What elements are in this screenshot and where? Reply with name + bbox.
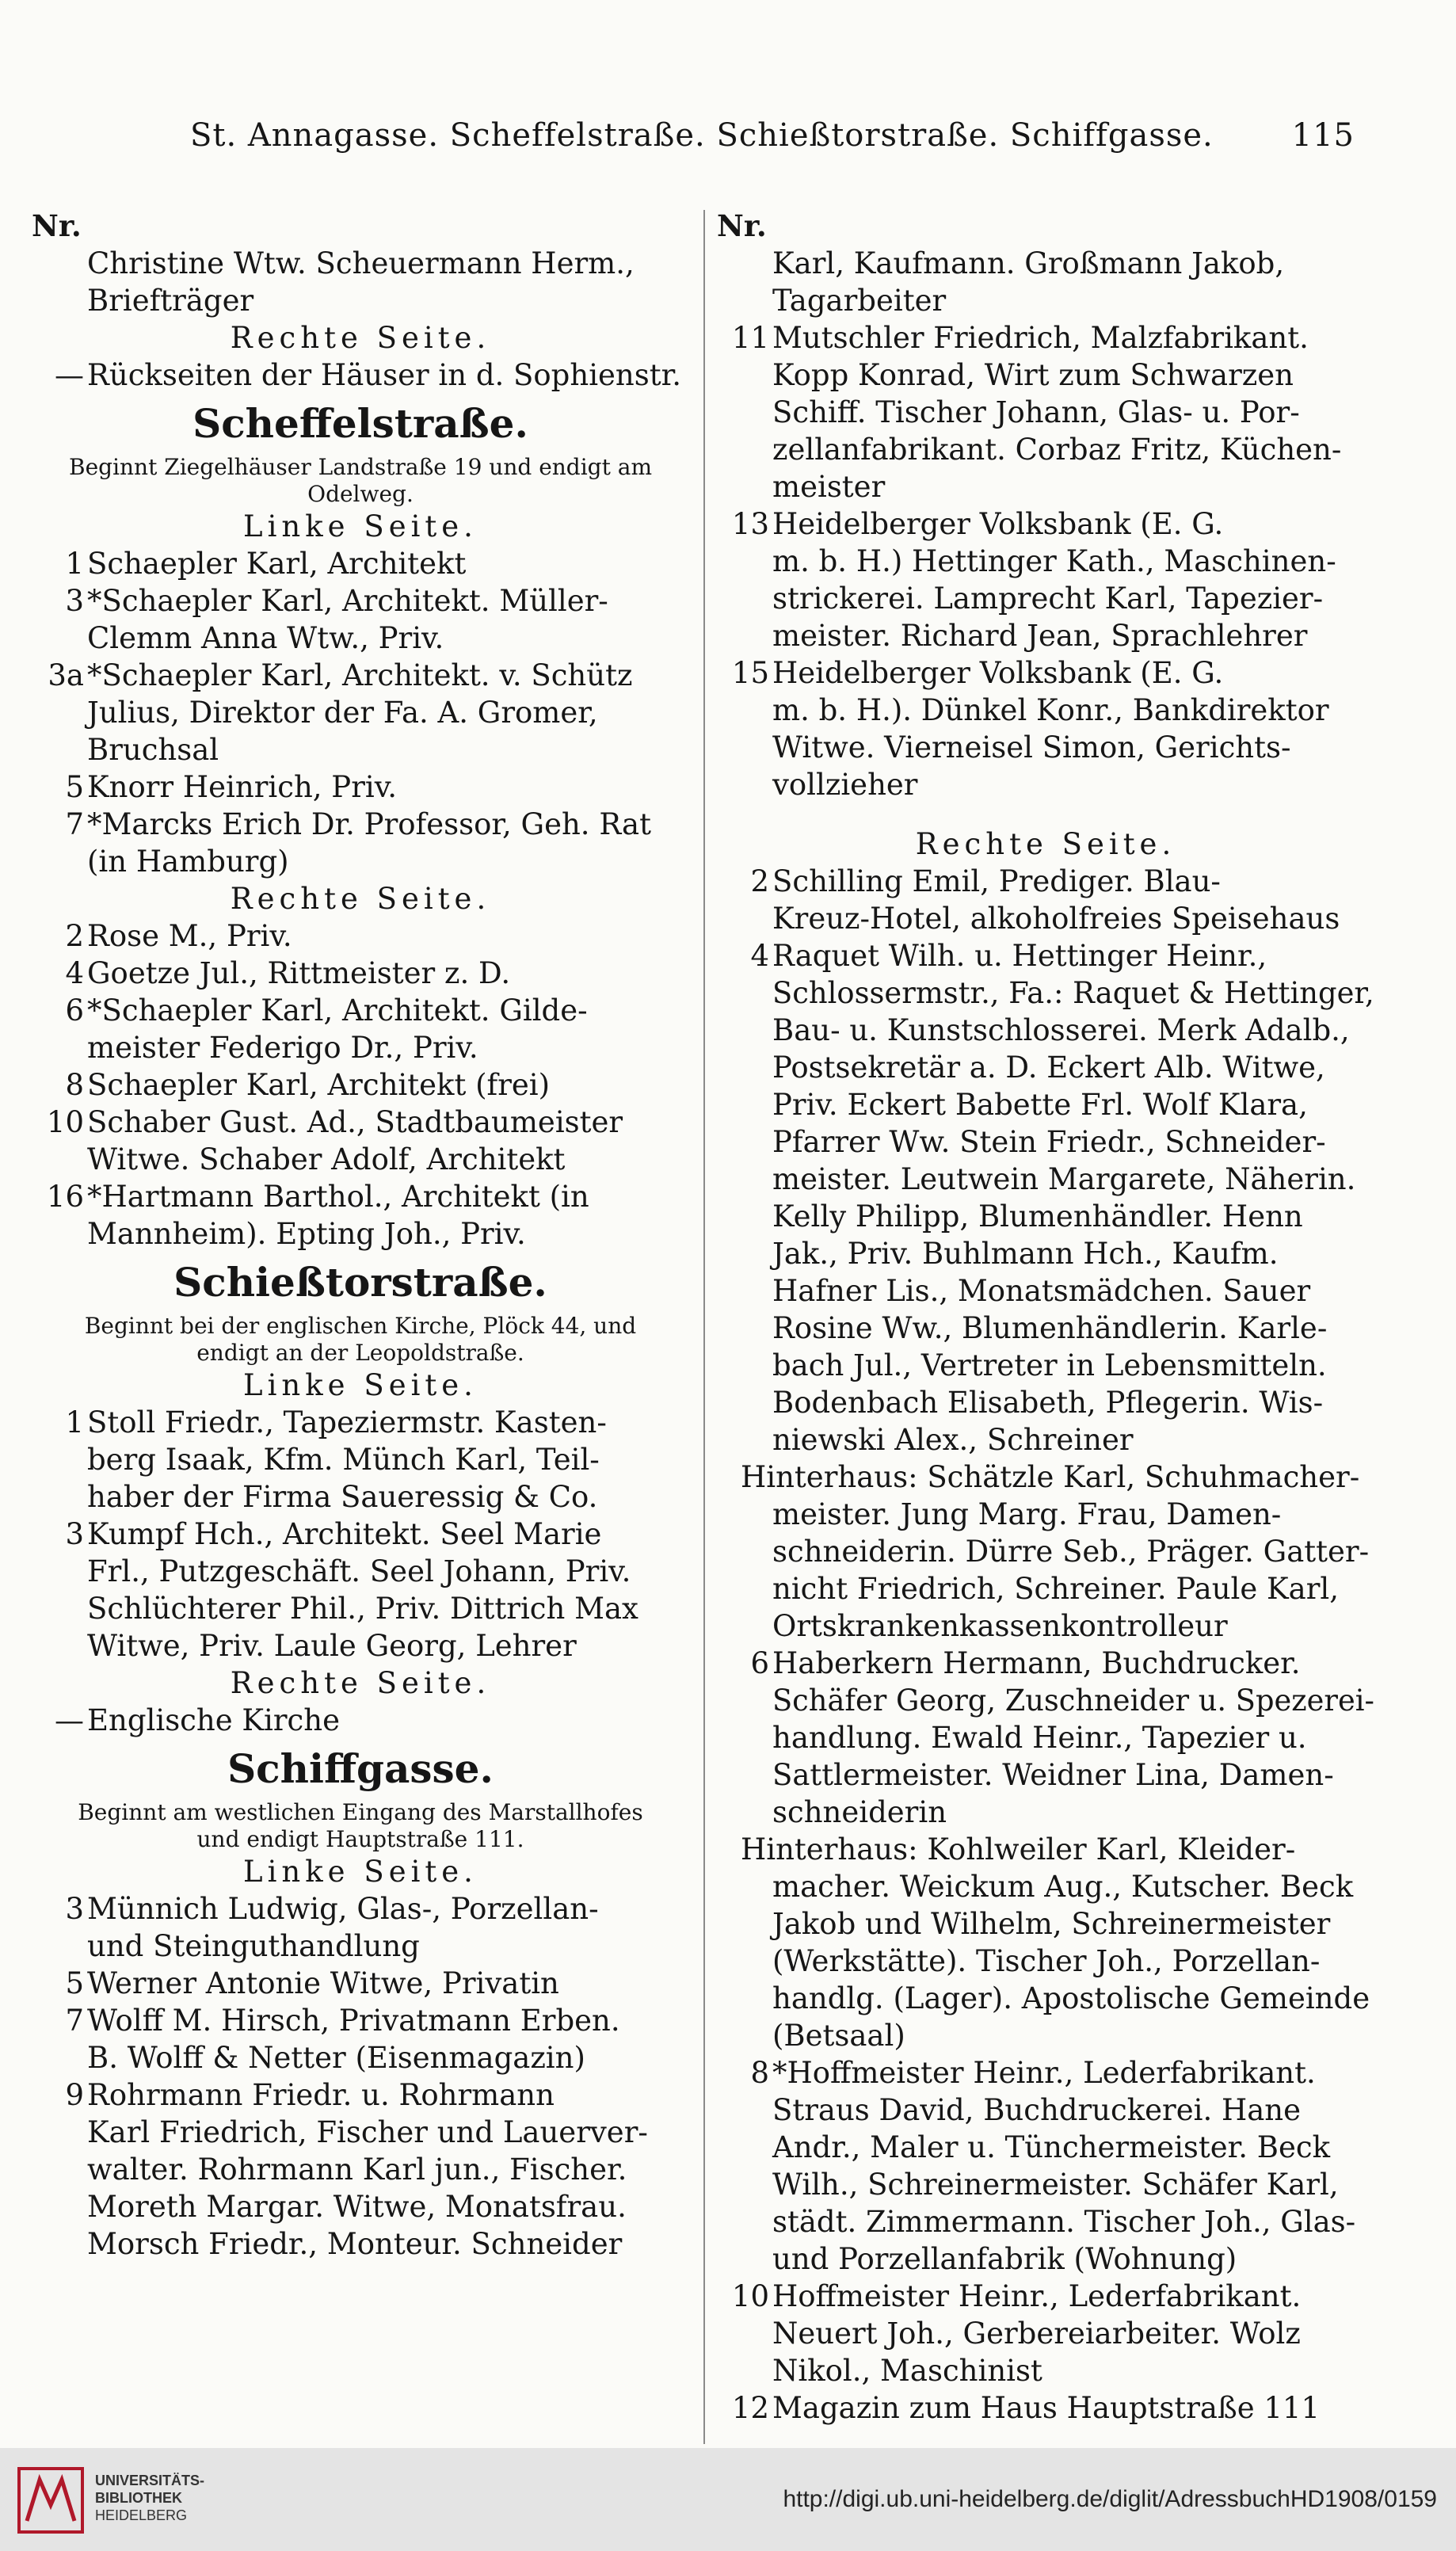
house-number: 1 [65,1405,84,1439]
continuation-line: meister. Jung Marg. Frau, Damen- [772,1497,1282,1531]
street-side-heading: Linke Seite. [243,509,478,543]
continuation-line: Jak., Priv. Buhlmann Hch., Kaufm. [772,1237,1279,1271]
description-line: Beginnt Ziegelhäuser Landstraße 19 und endigt am [69,454,652,480]
house-number: 10 [46,1105,84,1139]
description-line: Beginnt am westlichen Eingang des Marstallhofes [78,1799,643,1825]
house-entry [717,319,1374,357]
continuation-line: schneiderin [772,1795,947,1829]
continuation-line: Frl., Putzgeschäft. Seel Johann, Priv. [87,1554,631,1588]
house-number: 8 [750,2056,769,2090]
house-entry [32,2076,689,2114]
street-side-heading: Rechte Seite. [230,1666,491,1700]
continuation-line: und Steinguthandlung [87,1929,420,1963]
continuation-line: haber der Firma Saueressig & Co. [87,1480,598,1514]
continuation-line: Briefträger [87,284,254,318]
house-number: 3 [65,1892,84,1926]
continuation-line: Rosine Ww., Blumenhändlerin. Karle- [772,1311,1328,1345]
house-entry [717,2389,1374,2427]
resident-text: Mutschler Friedrich, Malzfabrikant. [772,321,1309,355]
house-entry [32,1178,689,1215]
resident-text: Heidelberger Volksbank (E. G. [772,656,1224,690]
continuation-line: Julius, Direktor der Fa. A. Gromer, [87,696,598,730]
street-side-heading: Linke Seite. [243,1368,478,1402]
continuation-line: Bau- u. Kunstschlosserei. Merk Adalb., [772,1013,1350,1047]
continuation-line: städt. Zimmermann. Tischer Joh., Glas- [772,2205,1356,2239]
continuation-line: und Porzellanfabrik (Wohnung) [772,2242,1237,2276]
resident-text: Goetze Jul., Rittmeister z. D. [87,956,511,990]
resident-text: Stoll Friedr., Tapeziermstr. Kasten- [87,1405,607,1439]
house-entry [32,2002,689,2039]
house-number: 7 [65,807,84,841]
rear-building-line: Hinterhaus: Schätzle Karl, Schuhmacher- [741,1460,1360,1494]
resident-text: Werner Antonie Witwe, Privatin [87,1966,559,2000]
street-side-heading: Rechte Seite. [230,882,491,916]
house-entry [32,1702,689,1739]
resident-text: Wolff M. Hirsch, Privatmann Erben. [87,2004,620,2038]
university-seal-icon [16,2465,86,2535]
house-entry [32,917,689,955]
house-number: 5 [65,1966,84,2000]
continuation-line: Karl, Kaufmann. Großmann Jakob, [772,246,1285,280]
continuation-line: Morsch Friedr., Monteur. Schneider [87,2227,623,2261]
continuation-line: Wilh., Schreinermeister. Schäfer Karl, [772,2168,1339,2202]
continuation-line: meister. Leutwein Margarete, Näherin. [772,1162,1356,1196]
continuation-line: Neuert Joh., Gerbereiarbeiter. Wolz [772,2316,1301,2351]
street-description [32,1313,689,1367]
continuation-line: (Betsaal) [772,2019,905,2053]
continuation-line: Kreuz-Hotel, alkoholfreies Speisehaus [772,902,1340,936]
continuation-line: meister Federigo Dr., Priv. [87,1031,478,1065]
continuation-line: nicht Friedrich, Schreiner. Paule Karl, [772,1572,1339,1606]
continuation-line: walter. Rohrmann Karl jun., Fischer. [87,2153,627,2187]
house-number: 8 [65,1068,84,1102]
description-line: und endigt Hauptstraße 111. [196,1826,524,1852]
house-entry [32,806,689,843]
resident-text: Rose M., Priv. [87,919,292,953]
street-heading: Schiffgasse. [227,1745,494,1792]
resident-text: Schaepler Karl, Architekt [87,547,467,581]
continuation-line: berg Isaak, Kfm. Münch Karl, Teil- [87,1443,600,1477]
resident-text: Haberkern Hermann, Buchdrucker. [772,1646,1301,1680]
continuation-line: Witwe. Schaber Adolf, Architekt [87,1142,566,1176]
house-number: 3 [65,584,84,618]
house-entry [717,2278,1374,2315]
continuation-line: meister. Richard Jean, Sprachlehrer [772,619,1308,653]
continuation-line: Bodenbach Elisabeth, Pflegerin. Wis- [772,1386,1324,1420]
house-entry [717,1645,1374,1682]
continuation-line: Andr., Maler u. Tünchermeister. Beck [772,2130,1331,2164]
house-number: 12 [731,2391,769,2425]
street-side-heading: Linke Seite. [243,1855,478,1889]
continuation-line: macher. Weickum Aug., Kutscher. Beck [772,1870,1354,1904]
continuation-line: zellanfabrikant. Corbaz Fritz, Küchen- [772,433,1342,467]
continuation-line: Schlossermstr., Fa.: Raquet & Hettinger, [772,976,1374,1010]
house-number: 1 [65,547,84,581]
resident-text: *Hartmann Barthol., Architekt (in [87,1180,589,1214]
continuation-line: Kelly Philipp, Blumenhändler. Henn [772,1199,1303,1234]
continuation-line: handlung. Ewald Heinr., Tapezier u. [772,1721,1307,1755]
column-divider [703,210,705,2444]
house-number: 15 [731,656,769,690]
street-heading: Schießtorstraße. [173,1259,547,1306]
resident-text: *Schaepler Karl, Architekt. Müller- [87,584,608,618]
continuation-line: Jakob und Wilhelm, Schreinermeister [772,1907,1331,1941]
house-number: — [55,358,84,392]
house-number: 13 [731,507,769,541]
house-entry [32,1516,689,1553]
continuation-line: bach Jul., Vertreter in Lebensmitteln. [772,1348,1327,1382]
house-entry [32,1965,689,2002]
resident-text: Heidelberger Volksbank (E. G. [772,507,1224,541]
street-heading: Scheffelstraße. [192,400,528,447]
continuation-line: Christine Wtw. Scheuermann Herm., [87,246,635,280]
resident-text: Rückseiten der Häuser in d. Sophienstr. [87,358,681,392]
house-number: 6 [65,993,84,1028]
house-entry [32,955,689,992]
running-title: St. Annagasse. Scheffelstraße. Schießtorstraße. Schiffgasse. [190,117,1214,154]
continuation-line: Mannheim). Epting Joh., Priv. [87,1217,526,1251]
continuation-line: vollzieher [772,768,918,802]
resident-text: Englische Kirche [87,1703,340,1737]
logo-line-3: HEIDELBERG [95,2507,188,2523]
resident-text: *Schaepler Karl, Architekt. Gilde- [87,993,588,1028]
street-side-heading: Rechte Seite. [230,321,491,355]
continuation-line: Tagarbeiter [772,284,947,318]
continuation-line: Bruchsal [87,733,219,767]
continuation-line: Clemm Anna Wtw., Priv. [87,621,444,655]
house-number: 2 [65,919,84,953]
continuation-line: m. b. H.) Hettinger Kath., Maschinen- [772,544,1336,578]
house-number: 5 [65,770,84,804]
resident-text: Magazin zum Haus Hauptstraße 111 [772,2391,1320,2425]
right-column [717,208,1374,2427]
house-number: 11 [731,321,769,355]
continuation-line: Hafner Lis., Monatsmädchen. Sauer [772,1274,1311,1308]
street-description [32,454,689,508]
house-number: 3 [65,1517,84,1551]
house-entry [32,1104,689,1141]
house-entry [32,992,689,1029]
viewer-footer [0,2448,1456,2551]
house-entry [32,357,689,394]
column-heading-nr: Nr. [32,208,82,243]
street-description [32,1799,689,1853]
description-line: Odelweg. [307,481,414,507]
page-number: 115 [1291,117,1355,154]
library-logo-text [95,2472,204,2524]
house-entry [717,505,1374,543]
house-entry [32,657,689,694]
logo-line-1: UNIVERSITÄTS- [95,2473,205,2488]
house-entry [32,1890,689,1928]
resident-text: *Schaepler Karl, Architekt. v. Schütz [87,658,633,692]
house-number: 3a [48,658,84,692]
column-heading-nr: Nr. [717,208,767,243]
continuation-line: B. Wolff & Netter (Eisenmagazin) [87,2041,585,2075]
continuation-line: Schlüchterer Phil., Priv. Dittrich Max [87,1592,638,1626]
continuation-line: m. b. H.). Dünkel Konr., Bankdirektor [772,693,1329,727]
continuation-line: Kopp Konrad, Wirt zum Schwarzen [772,358,1294,392]
continuation-line: Sattlermeister. Weidner Lina, Damen- [772,1758,1334,1792]
house-number: — [55,1703,84,1737]
rear-building-line: Hinterhaus: Kohlweiler Karl, Kleider- [741,1832,1296,1867]
house-entry [717,654,1374,692]
continuation-line: Moreth Margar. Witwe, Monatsfrau. [87,2190,627,2224]
continuation-line: Witwe, Priv. Laule Georg, Lehrer [87,1629,577,1663]
continuation-line: schneiderin. Dürre Seb., Präger. Gatter- [772,1535,1370,1569]
house-number: 7 [65,2004,84,2038]
continuation-line: Pfarrer Ww. Stein Friedr., Schneider- [772,1125,1326,1159]
description-line: Beginnt bei der englischen Kirche, Plöck 44, und [84,1313,637,1339]
house-entry [717,863,1374,900]
house-entry [32,1404,689,1441]
house-number: 4 [750,939,769,973]
spacer [717,803,1374,826]
street-side-heading: Rechte Seite. [915,827,1176,861]
continuation-line: Witwe. Vierneisel Simon, Gerichts- [772,730,1291,765]
continuation-line: niewski Alex., Schreiner [772,1423,1134,1457]
left-column [32,208,689,2263]
resident-text: Knorr Heinrich, Priv. [87,770,397,804]
house-number: 9 [65,2078,84,2112]
house-number: 16 [46,1180,84,1214]
continuation-line: meister [772,470,886,504]
resident-text: *Marcks Erich Dr. Professor, Geh. Rat [87,807,651,841]
continuation-line: Postsekretär a. D. Eckert Alb. Witwe, [772,1051,1325,1085]
continuation-line: (in Hamburg) [87,845,289,879]
continuation-line: Priv. Eckert Babette Frl. Wolf Klara, [772,1088,1308,1122]
resident-text: Rohrmann Friedr. u. Rohrmann [87,2078,555,2112]
house-entry [717,937,1374,974]
resident-text: Münnich Ludwig, Glas-, Porzellan- [87,1892,599,1926]
continuation-line: Nikol., Maschinist [772,2354,1042,2388]
resident-text: Hoffmeister Heinr., Lederfabrikant. [772,2279,1302,2313]
permalink-url[interactable]: http://digi.ub.uni-heidelberg.de/diglit/AdressbuchHD1908/0159 [783,2486,1437,2512]
resident-text: *Hoffmeister Heinr., Lederfabrikant. [772,2056,1316,2090]
resident-text: Kumpf Hch., Architekt. Seel Marie [87,1517,602,1551]
resident-text: Schilling Emil, Prediger. Blau- [772,864,1221,898]
house-entry [32,545,689,582]
house-number: 10 [731,2279,769,2313]
house-entry [32,1066,689,1104]
house-number: 4 [65,956,84,990]
house-entry [32,582,689,620]
house-entry [32,768,689,806]
house-number: 6 [750,1646,769,1680]
resident-text: Raquet Wilh. u. Hettinger Heinr., [772,939,1267,973]
house-entry [717,2054,1374,2092]
logo-line-2: BIBLIOTHEK [95,2490,182,2506]
resident-text: Schaber Gust. Ad., Stadtbaumeister [87,1105,623,1139]
continuation-line: handlg. (Lager). Apostolische Gemeinde [772,1981,1370,2015]
continuation-line: Schäfer Georg, Zuschneider u. Spezerei- [772,1684,1374,1718]
continuation-line: (Werkstätte). Tischer Joh., Porzellan- [772,1944,1321,1978]
resident-text: Schaepler Karl, Architekt (frei) [87,1068,551,1102]
continuation-line: strickerei. Lamprecht Karl, Tapezier- [772,582,1324,616]
house-number: 2 [750,864,769,898]
continuation-line: Straus David, Buchdruckerei. Hane [772,2093,1302,2127]
continuation-line: Karl Friedrich, Fischer und Lauerver- [87,2115,648,2149]
description-line: endigt an der Leopoldstraße. [196,1340,524,1366]
continuation-line: Ortskrankenkassenkontrolleur [772,1609,1228,1643]
continuation-line: Schiff. Tischer Johann, Glas- u. Por- [772,395,1300,429]
